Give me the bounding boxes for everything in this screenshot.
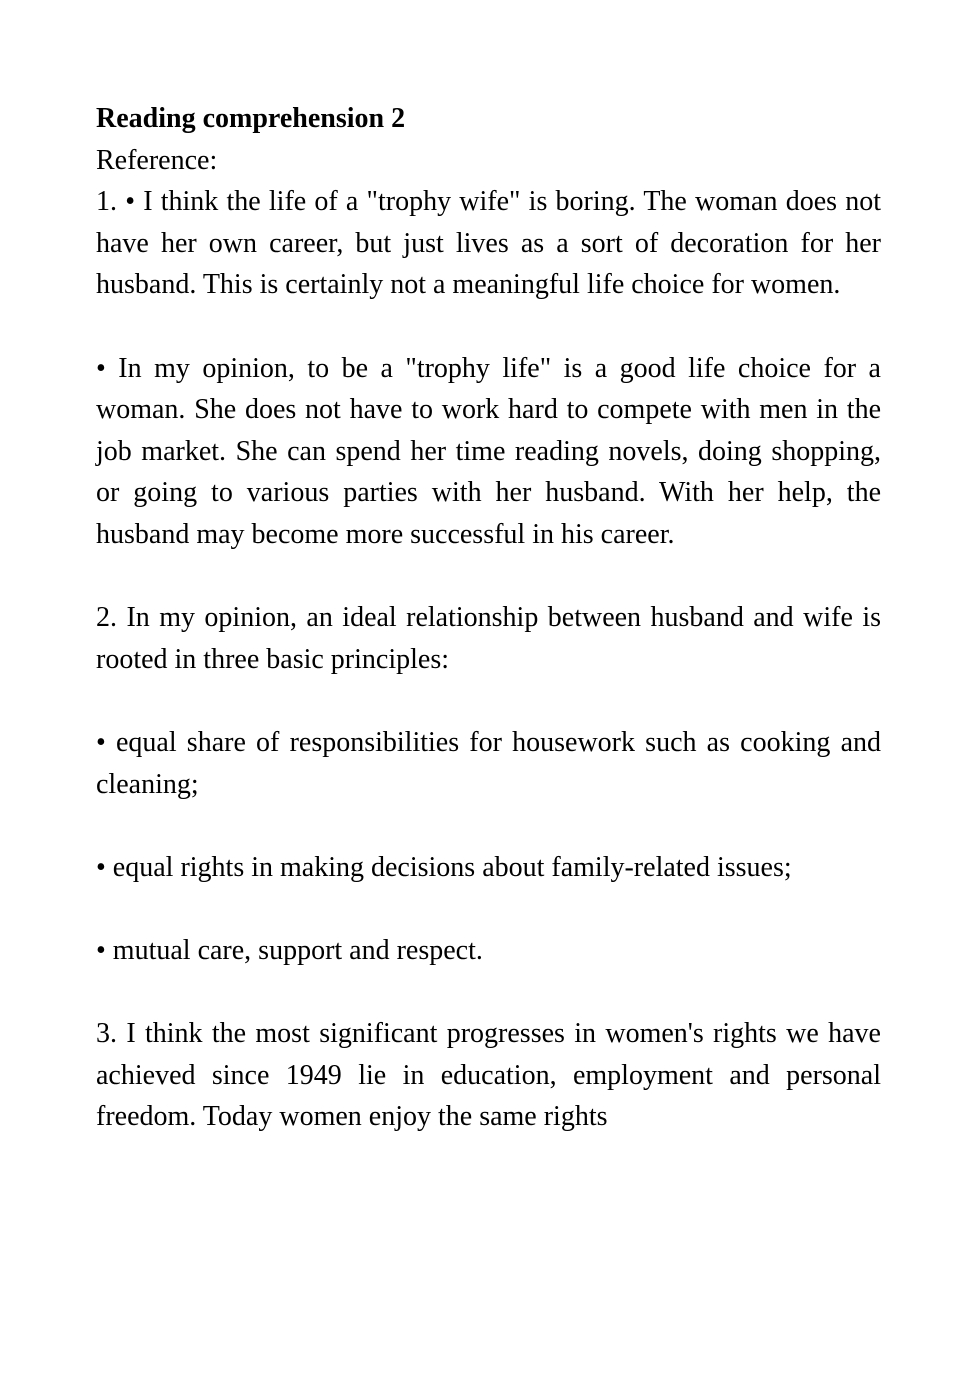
paragraph-6: • mutual care, support and respect. [96,934,483,966]
paragraph-2: • In my opinion, to be a "trophy life" is a good life choice for a woman. She does not have to work hard to compete with men in the job market. She can spend her time reading novels, doing shopping, or going to various parties with her husband. With her help, the husband may become more successful in his career. [96,352,881,550]
paragraph-3: 2. In my opinion, an ideal relationship between husband and wife is rooted in three basic principles: [96,602,881,675]
paragraph-spacer [96,888,881,930]
paragraph-5: • equal rights in making decisions about family-related issues; [96,851,792,883]
reference-label: Reference: [96,144,218,176]
paragraph-spacer [96,971,881,1013]
paragraph-spacer [96,556,881,598]
document-page [96,98,881,1138]
paragraph-1: 1. • I think the life of a "trophy wife" is boring. The woman does not have her own career, but just lives as a sort of decoration for her husband. This is certainly not a meaningful life choice for women. [96,186,881,301]
paragraph-spacer [96,805,881,847]
paragraph-spacer [96,306,881,348]
paragraph-7: 3. I think the most significant progresses in women's rights we have achieved since 1949 lie in education, employment and personal freedom. Today women enjoy the same rights [96,1018,881,1133]
paragraph-4: • equal share of responsibilities for housework such as cooking and cleaning; [96,726,881,800]
document-title: Reading comprehension 2 [96,103,406,134]
paragraph-spacer [96,680,881,722]
